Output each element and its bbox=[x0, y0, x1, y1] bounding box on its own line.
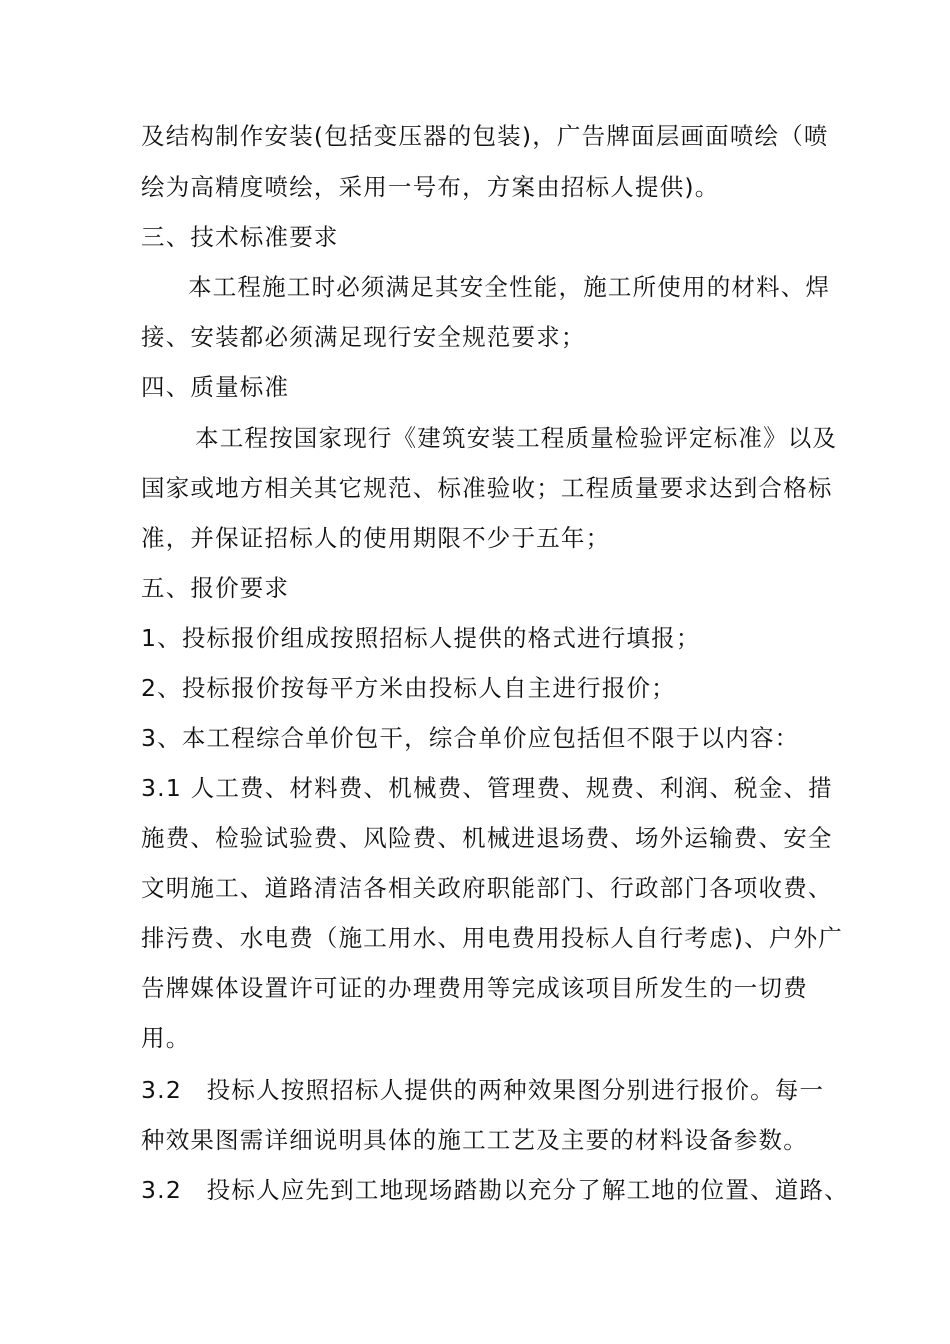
section-heading-quality-standards: 四、质量标准 bbox=[141, 373, 290, 401]
body-text-line: 接、安装都必须满足现行安全规范要求； bbox=[141, 323, 586, 351]
body-text-line: 绘为高精度喷绘，采用一号布，方案由招标人提供)。 bbox=[141, 173, 720, 201]
list-item: 3.1 人工费、材料费、机械费、管理费、规费、利润、税金、措 bbox=[141, 774, 833, 802]
body-text-line: 国家或地方相关其它规范、标准验收；工程质量要求达到合格标 bbox=[141, 474, 833, 502]
body-text-line: 告牌媒体设置许可证的办理费用等完成该项目所发生的一切费 bbox=[141, 974, 808, 1002]
body-text-line: 种效果图需详细说明具体的施工工艺及主要的材料设备参数。 bbox=[141, 1126, 808, 1154]
section-heading-technical-standards: 三、技术标准要求 bbox=[141, 223, 339, 251]
body-text-line: 及结构制作安装(包括变压器的包装)，广告牌面层画面喷绘（喷 bbox=[141, 122, 829, 150]
list-item: 1、投标报价组成按照招标人提供的格式进行填报； bbox=[141, 624, 701, 652]
body-text-line: 准，并保证招标人的使用期限不少于五年； bbox=[141, 524, 611, 552]
body-text-line: 施费、检验试验费、风险费、机械进退场费、场外运输费、安全 bbox=[141, 824, 833, 852]
list-item: 2、投标报价按每平方米由投标人自主进行报价； bbox=[141, 674, 676, 702]
body-text-line: 排污费、水电费（施工用水、用电费用投标人自行考虑)、户外广 bbox=[141, 924, 843, 952]
body-text-line: 文明施工、道路清洁各相关政府职能部门、行政部门各项收费、 bbox=[141, 874, 833, 902]
list-item: 3.2 投标人应先到工地现场踏勘以充分了解工地的位置、道路、 bbox=[141, 1176, 849, 1204]
body-text-line: 用。 bbox=[141, 1024, 191, 1052]
body-text-line: 本工程按国家现行《建筑安装工程质量检验评定标准》以及 bbox=[195, 424, 838, 452]
list-item: 3.2 投标人按照招标人提供的两种效果图分别进行报价。每一 bbox=[141, 1076, 825, 1104]
body-text-line: 本工程施工时必须满足其安全性能，施工所使用的材料、焊 bbox=[188, 273, 831, 301]
section-heading-quotation-requirements: 五、报价要求 bbox=[141, 574, 290, 602]
list-item: 3、本工程综合单价包干，综合单价应包括但不限于以内容： bbox=[141, 724, 800, 752]
